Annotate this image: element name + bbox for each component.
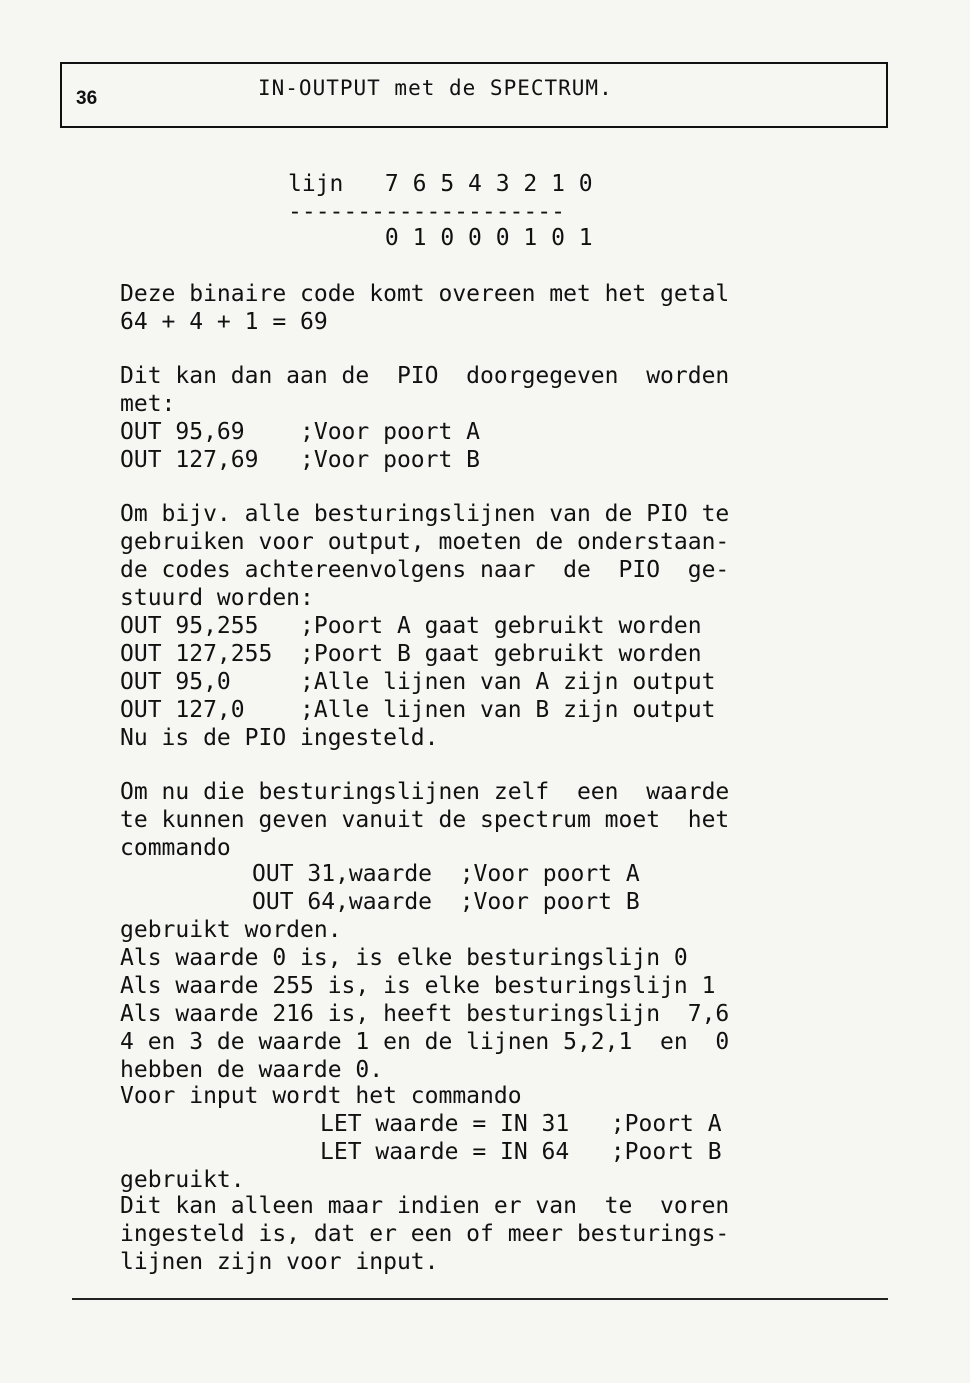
text-line: te kunnen geven vanuit de spectrum moet het bbox=[120, 807, 730, 833]
text-line: gebruiken voor output, moeten de onderstaan- bbox=[120, 529, 730, 555]
text-line: Als waarde 0 is, is elke besturingslijn 0 bbox=[120, 945, 688, 971]
bit-separator-line: -------------------- bbox=[288, 199, 565, 225]
text-line: Om bijv. alle besturingslijnen van de PIO te bbox=[120, 501, 730, 527]
code-line: OUT 127,69 ;Voor poort B bbox=[120, 447, 481, 473]
code-line: OUT 127,255 ;Poort B gaat gebruikt worden bbox=[120, 641, 702, 667]
code-line: OUT 95,69 ;Voor poort A bbox=[120, 419, 481, 445]
text-line: Dit kan dan aan de PIO doorgegeven worden bbox=[120, 363, 730, 389]
text-line: Nu is de PIO ingesteld. bbox=[120, 725, 439, 751]
page-number: 36 bbox=[76, 88, 98, 109]
text-line: Als waarde 216 is, heeft besturingslijn 7,6 bbox=[120, 1001, 730, 1027]
bottom-rule bbox=[72, 1298, 888, 1300]
text-line: Als waarde 255 is, is elke besturingslijn 1 bbox=[120, 973, 716, 999]
text-line: gebruikt worden. bbox=[120, 917, 342, 943]
code-line: OUT 95,255 ;Poort A gaat gebruikt worden bbox=[120, 613, 702, 639]
text-line: stuurd worden: bbox=[120, 585, 314, 611]
text-line: commando bbox=[120, 835, 231, 861]
text-line: hebben de waarde 0. bbox=[120, 1057, 384, 1083]
page-title: IN-OUTPUT met de SPECTRUM. bbox=[258, 76, 613, 100]
code-line: LET waarde = IN 31 ;Poort A bbox=[320, 1111, 722, 1137]
text-line: Om nu die besturingslijnen zelf een waarde bbox=[120, 779, 730, 805]
code-line: OUT 95,0 ;Alle lijnen van A zijn output bbox=[120, 669, 716, 695]
code-line: LET waarde = IN 64 ;Poort B bbox=[320, 1139, 722, 1165]
text-line: 64 + 4 + 1 = 69 bbox=[120, 309, 328, 335]
code-line: OUT 64,waarde ;Voor poort B bbox=[252, 889, 640, 915]
bit-header-line: lijn 7 6 5 4 3 2 1 0 bbox=[288, 171, 593, 197]
text-line: ingesteld is, dat er een of meer besturings- bbox=[120, 1221, 730, 1247]
text-line: de codes achtereenvolgens naar de PIO ge- bbox=[120, 557, 730, 583]
bit-value-line: 0 1 0 0 0 1 0 1 bbox=[288, 225, 593, 251]
text-line: lijnen zijn voor input. bbox=[120, 1249, 439, 1275]
text-line: gebruikt. bbox=[120, 1167, 245, 1193]
code-line: OUT 127,0 ;Alle lijnen van B zijn output bbox=[120, 697, 716, 723]
text-line: Voor input wordt het commando bbox=[120, 1083, 522, 1109]
text-line: 4 en 3 de waarde 1 en de lijnen 5,2,1 en 0 bbox=[120, 1029, 730, 1055]
text-line: Deze binaire code komt overeen met het getal bbox=[120, 281, 730, 307]
text-line: met: bbox=[120, 391, 176, 417]
code-line: OUT 31,waarde ;Voor poort A bbox=[252, 861, 640, 887]
header-box bbox=[60, 62, 888, 128]
text-line: Dit kan alleen maar indien er van te voren bbox=[120, 1193, 730, 1219]
